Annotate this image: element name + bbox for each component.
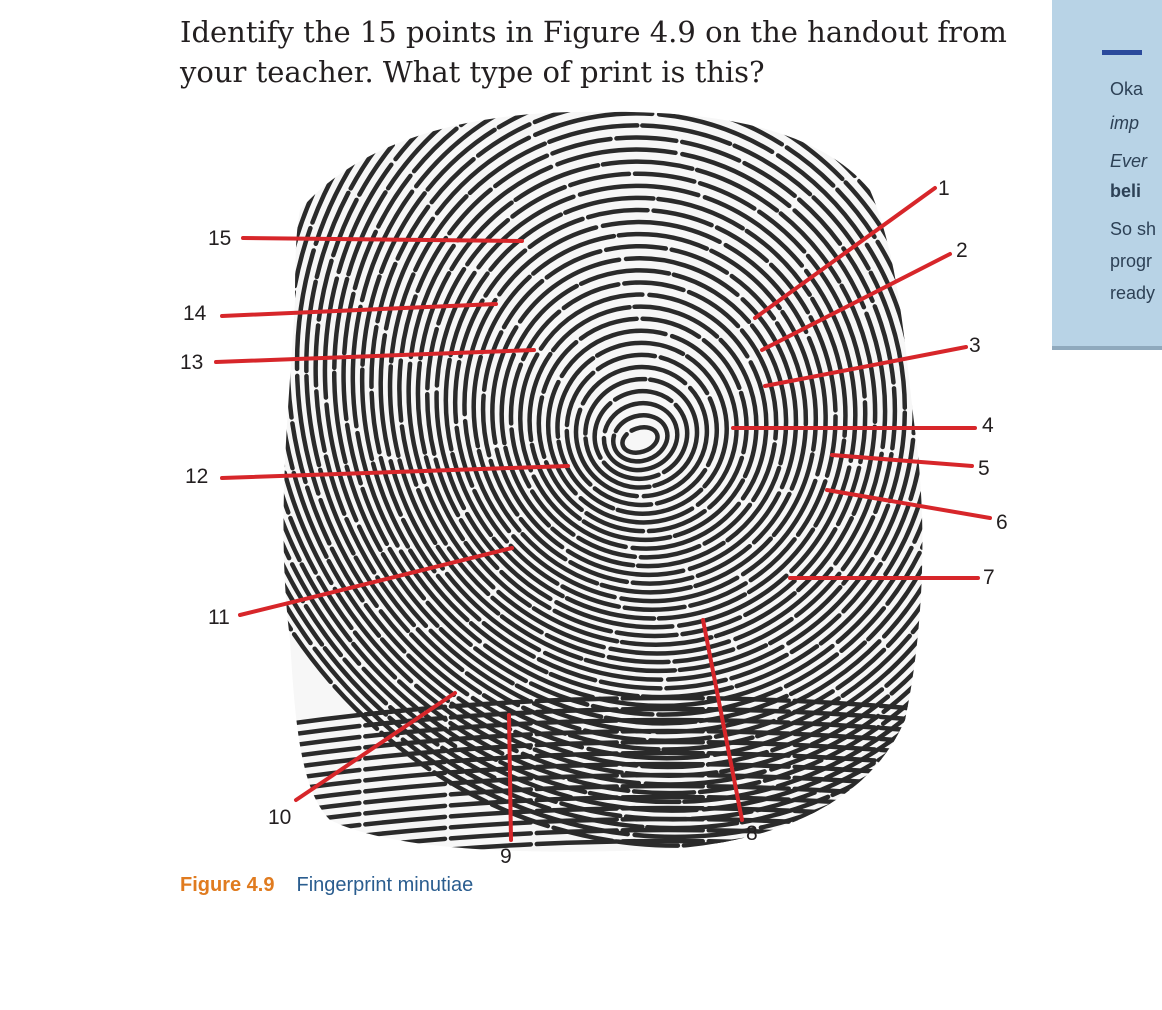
fingerprint-ridges: [80, 0, 1162, 963]
label-11: 11: [208, 606, 230, 629]
margin-note-line: imp: [1110, 113, 1140, 133]
margin-note-line: Ever: [1110, 151, 1148, 171]
label-12: 12: [185, 465, 209, 488]
margin-note-line: Oka: [1110, 79, 1144, 99]
margin-note-line: progr: [1110, 251, 1153, 271]
label-15: 15: [208, 227, 232, 250]
label-3: 3: [969, 334, 981, 357]
caption-number: Figure 4.9: [180, 874, 275, 896]
margin-note-line: ready: [1110, 283, 1156, 303]
margin-note-line: beli: [1110, 181, 1142, 201]
label-9: 9: [500, 845, 512, 868]
leader-line-9: [509, 715, 511, 840]
label-1: 1: [938, 177, 950, 200]
margin-note: [1052, 0, 1162, 350]
label-6: 6: [996, 511, 1008, 534]
margin-note-line: So sh: [1110, 219, 1157, 239]
label-10: 10: [268, 806, 292, 829]
label-7: 7: [983, 566, 995, 589]
label-13: 13: [180, 351, 204, 374]
label-5: 5: [978, 457, 990, 480]
caption-text: Fingerprint minutiae: [296, 874, 474, 896]
label-8: 8: [746, 822, 758, 845]
label-14: 14: [183, 302, 207, 325]
margin-note-rule: [1102, 50, 1142, 55]
label-4: 4: [982, 414, 994, 437]
label-2: 2: [956, 239, 968, 262]
figure-caption: [180, 874, 473, 897]
question-text: Identify the 15 points in Figure 4.9 on the handout from your teacher. What type of print is this?: [180, 15, 1007, 89]
